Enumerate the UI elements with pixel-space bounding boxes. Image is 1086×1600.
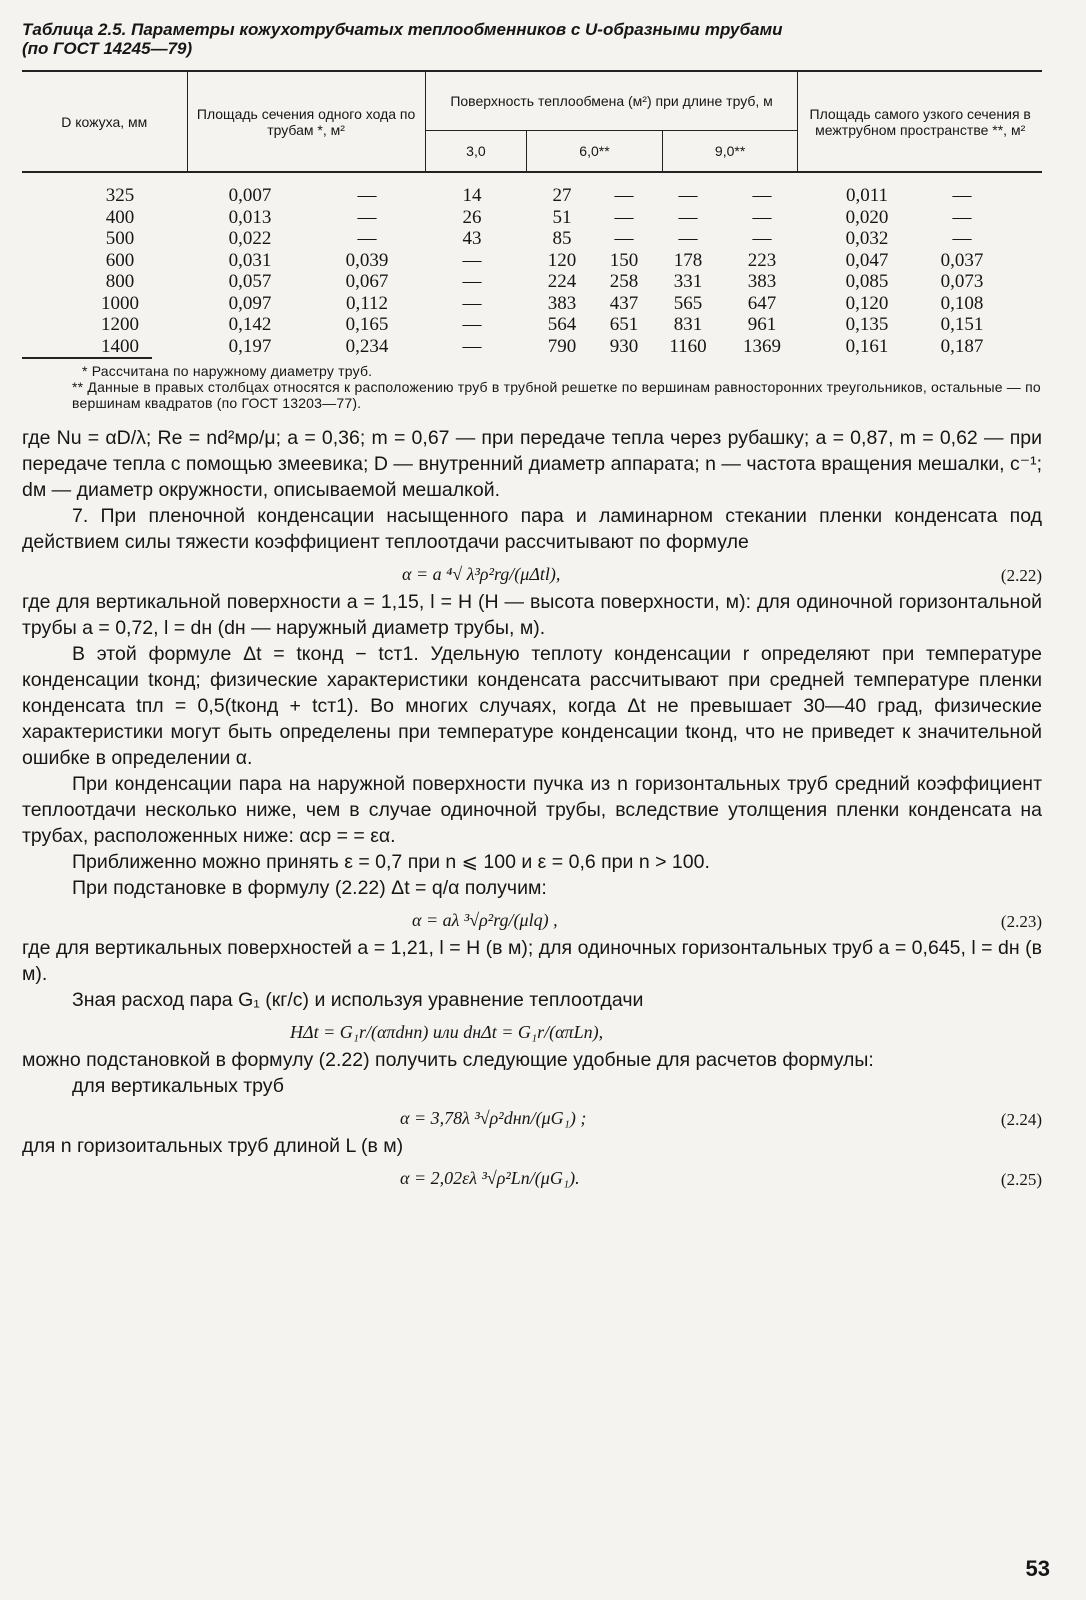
table-cell: — [752,185,772,206]
table-cell: — [462,249,482,271]
table-cell: 0,108 [940,292,984,314]
table-cell: — [952,206,972,228]
table-row [22,314,1042,336]
table-cell: — [357,206,377,228]
formula-number: (2.22) [1000,566,1042,585]
table-cell: 224 [547,271,577,292]
table-cell: 26 [462,206,482,228]
table-cell: — [462,292,482,314]
table-cell: 14 [462,185,482,206]
header-area: Площадь сечения одного хода по трубам *, м² [187,71,425,172]
caption-line-1: Таблица 2.5. Параметры кожухотрубчатых теплообменников с U-образными трубами [22,20,783,39]
table-cell: 0,057 [228,271,272,292]
table-cell: — [614,228,634,249]
table-cell: — [357,228,377,249]
parameters-table [22,70,1042,173]
table-cell: 961 [747,314,777,335]
table-cell: 325 [105,185,135,206]
table-cell: — [462,314,482,335]
formula-number: (2.24) [1000,1110,1042,1129]
formula-heat-balance [22,1013,1042,1047]
header-surface: Поверхность теплообмена (м²) при длине труб, м [425,71,798,131]
body-text [22,425,1042,1193]
header-len-9: 9,0** [662,131,798,173]
table-row [22,250,1042,272]
table-cell: 1200 [101,314,139,335]
formula-2-25 [22,1159,1042,1193]
table-cell: 0,112 [345,292,389,314]
table-cell: 0,037 [940,249,984,271]
table-cell: 178 [673,249,703,271]
table-cell: 0,142 [228,314,272,335]
table-cell: 0,120 [845,292,889,314]
formula-2-23 [22,901,1042,935]
table-cell: 51 [552,206,572,228]
formula-number: (2.23) [1000,912,1042,931]
table-cell: — [752,206,772,228]
table-cell: 120 [547,249,577,271]
formula-text: HΔt = G₁r/(απdнn) или dнΔt = G₁r/(απLn), [290,1022,604,1042]
table-cell: — [678,206,698,228]
paragraph: Зная расход пара G₁ (кг/с) и используя уравнение теплоотдачи [72,989,644,1011]
table-body [22,173,1042,363]
paragraph: Приближенно можно принять ε = 0,7 при n ⩽ 100 и ε = 0,6 при n > 100. [72,851,710,873]
table-cell: 0,135 [845,314,889,335]
header-len-3: 3,0 [425,131,526,173]
paragraph: для n горизоитальных труб длиной L (в м) [22,1135,404,1157]
table-cell: — [952,185,972,206]
table-bottom-rule [22,357,152,359]
note-2: ** Данные в правых столбцах относятся к расположению труб в трубной решетке по вершинам равносторонних треугольников, остальные — по вершинам квадратов (по ГОСТ 13203—77). [72,379,1041,411]
table-cell: 0,067 [345,271,389,292]
table-cell: 0,020 [845,206,889,228]
table-cell: 0,234 [345,335,389,357]
table-cell: 790 [547,335,577,357]
table-cell: 800 [105,271,135,292]
table-cell: 383 [547,292,577,314]
header-d: D кожуха, мм [22,71,187,172]
table-row [22,271,1042,293]
table-cell: 0,073 [940,271,984,292]
table-row [22,228,1042,250]
page [22,20,1042,1193]
table-cell: — [952,228,972,249]
table-cell: — [462,335,482,357]
table-cell: 930 [609,335,639,357]
table-cell: 0,085 [845,271,889,292]
table-cell: 437 [609,292,639,314]
formula-2-22 [22,555,1042,589]
formula-2-24 [22,1099,1042,1133]
paragraph: где Nu = αD/λ; Re = nd²мρ/μ; a = 0,36; m = 0,67 — при передаче тепла через рубашку; a = 0,87, m = 0,62 — при передаче тепла с помощью змеевика; D — внутренний диаметр аппарата; n — частота вращения мешалки, с⁻¹; dм — диаметр окружности, описываемой мешалкой. [22,427,1042,501]
table-cell: 0,032 [845,228,889,249]
table-cell: 647 [747,292,777,314]
table-cell: 0,007 [228,185,272,206]
table-notes [22,363,1042,411]
table-cell: 383 [747,271,777,292]
caption-line-2: (по ГОСТ 14245—79) [22,39,193,58]
paragraph: для вертикальных труб [72,1075,284,1097]
table-cell: 1160 [669,335,707,357]
table-cell: 1000 [101,292,139,314]
table-cell: — [357,185,377,206]
table-cell: 27 [552,185,572,206]
table-cell: 0,013 [228,206,272,228]
table-row [22,336,1042,358]
table-cell: 1400 [101,335,139,357]
formula-text: α = a ⁴√ λ³ρ²rg/(μΔtl), [402,564,561,584]
paragraph: где для вертикальных поверхностей a = 1,21, l = H (в м); для одиночных горизонтальных труб a = 0,645, l = dн (в м). [22,937,1042,985]
table-cell: 1369 [743,335,781,357]
table-cell: — [678,185,698,206]
table-cell: 0,097 [228,292,272,314]
table-cell: 331 [673,271,703,292]
table-cell: 0,197 [228,335,272,357]
paragraph: 7. При пленочной конденсации насыщенного пара и ламинарном стекании пленки конденсата под действием силы тяжести коэффициент теплоотдачи рассчитывают по формуле [22,505,1042,553]
table-cell: — [614,185,634,206]
table-cell: 0,022 [228,228,272,249]
table-cell: 150 [609,249,639,271]
table-cell: 0,039 [345,249,389,271]
table-row [22,185,1042,207]
table-cell: — [462,271,482,292]
table-cell: — [678,228,698,249]
table-cell: 258 [609,271,639,292]
paragraph: При конденсации пара на наружной поверхности пучка из n горизонтальных труб средний коэффициент теплоотдачи несколько ниже, чем в случае одиночной трубы, вследствие утолщения пленки конденсата на трубах, расположенных ниже: αср = = εα. [22,773,1042,847]
table-caption [22,20,1042,58]
table-cell: 223 [747,249,777,271]
paragraph: где для вертикальной поверхности a = 1,15, l = H (H — высота поверхности, м): для одиночной горизонтальной трубы a = 0,72, l = dн (dн — наружный диаметр трубы, м). [22,591,1042,639]
table-cell: 500 [105,228,135,249]
table-cell: 831 [673,314,703,335]
table-row [22,207,1042,229]
table-cell: 0,161 [845,335,889,357]
table-cell: — [752,228,772,249]
header-narrow: Площадь самого узкого сечения в межтрубном пространстве **, м² [798,71,1042,172]
table-cell: 85 [552,228,572,249]
table-cell: 0,165 [345,314,389,335]
table-cell: 0,151 [940,314,984,335]
table-cell: 651 [609,314,639,335]
formula-text: α = 3,78λ ³√ρ²dнn/(μG₁) ; [400,1108,587,1128]
note-1: * Рассчитана по наружному диаметру труб. [82,363,373,379]
formula-text: α = aλ ³√ρ²rg/(μlq) , [412,910,558,930]
table-cell: 43 [462,228,482,249]
table-cell: 564 [547,314,577,335]
table-cell: 0,187 [940,335,984,357]
table-cell: 0,031 [228,249,272,271]
table-cell: 0,011 [845,185,889,206]
paragraph: В этой формуле Δt = tконд − tст1. Удельную теплоту конденсации r определяют при температуре конденсации tконд; физические характеристики конденсата рассчитывают при средней температуре пленки конденсата tпл = 0,5(tконд + tст1). Во многих случаях, когда Δt не превышает 30—40 град, физические характеристики могут быть определены при температуре конденсации tконд, что не приведет к значительной ошибке в определении α. [22,643,1042,769]
table-cell: 400 [105,206,135,228]
table-cell: 565 [673,292,703,314]
page-number: 53 [1025,1556,1050,1581]
table-cell: 0,047 [845,249,889,271]
table-cell: 600 [105,249,135,271]
table-cell: — [614,206,634,228]
formula-text: α = 2,02ελ ³√ρ²Ln/(μG₁). [400,1168,580,1188]
table-row [22,293,1042,315]
formula-number: (2.25) [1000,1170,1042,1189]
header-len-6: 6,0** [527,131,663,173]
paragraph: При подстановке в формулу (2.22) Δt = q/α получим: [72,877,547,899]
paragraph: можно подстановкой в формулу (2.22) получить следующие удобные для расчетов формулы: [22,1049,874,1071]
